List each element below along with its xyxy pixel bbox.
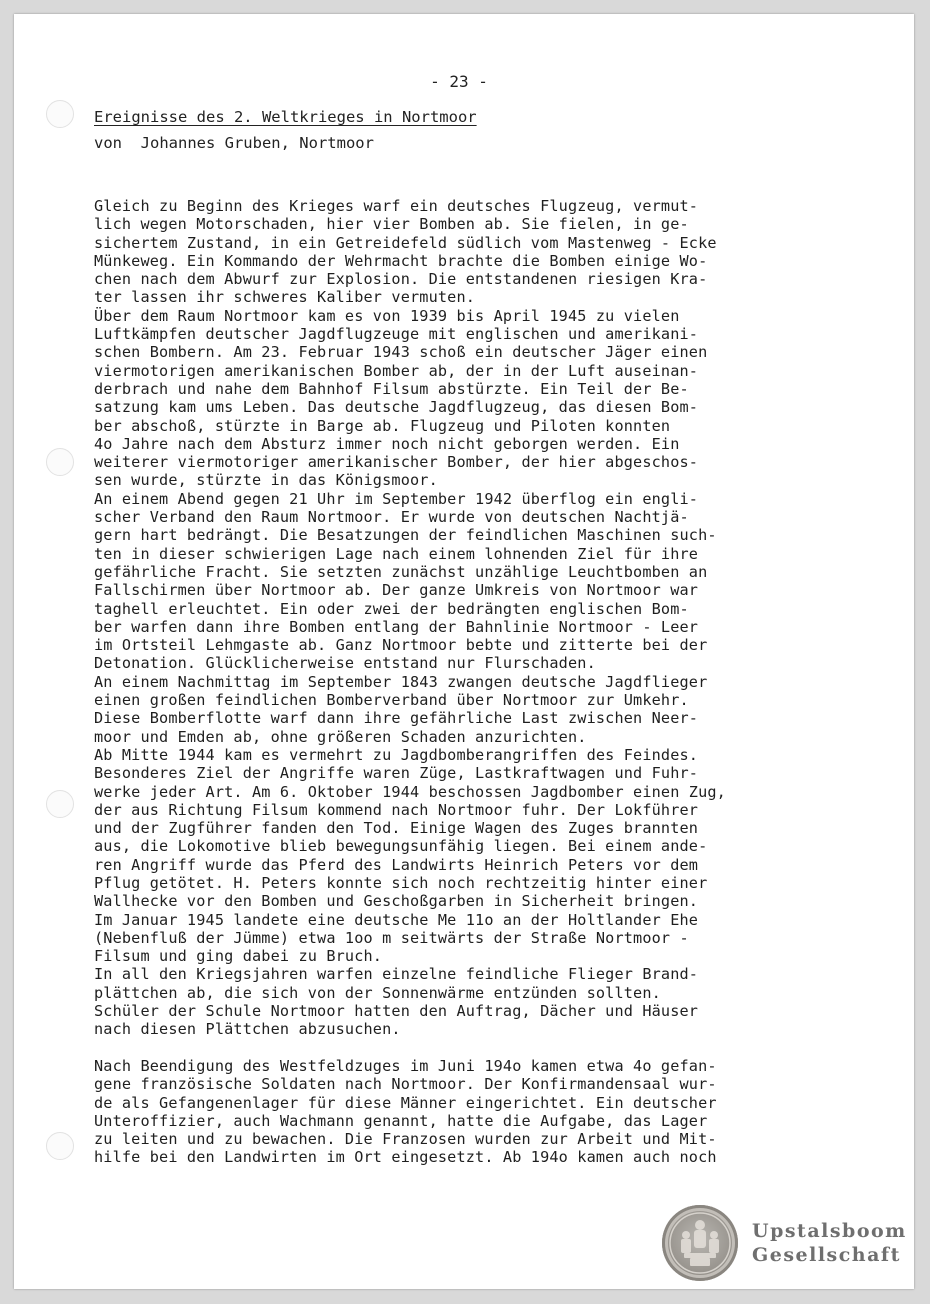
text-line: ter lassen ihr schweres Kaliber vermuten. [94,288,476,307]
society-name-line1: Upstalsboom [752,1220,907,1242]
text-line: Münkeweg. Ein Kommando der Wehrmacht brachte die Bomben einige Wo- [94,251,708,270]
text-line: Pflug getötet. H. Peters konnte sich noch rechtzeitig hinter einer [94,873,708,892]
text-line: im Ortsteil Lehmgaste ab. Ganz Nortmoor bebte und zitterte bei der [94,636,708,655]
text-line: weiterer viermotoriger amerikanischer Bomber, der hier abgeschos- [94,453,699,472]
text-line: nach diesen Plättchen abzusuchen. [94,1020,401,1039]
text-line: In all den Kriegsjahren warfen einzelne feindliche Flieger Brand- [94,965,699,984]
text-line: An einem Nachmittag im September 1843 zwangen deutsche Jagdflieger [94,672,708,691]
society-name-line2: Gesellschaft [752,1244,901,1266]
text-line: viermotorigen amerikanischen Bomber ab, der in der Luft auseinan- [94,361,699,380]
text-line: zu leiten und zu bewachen. Die Franzosen wurden zur Arbeit und Mit- [94,1130,717,1149]
text-line: Ab Mitte 1944 kam es vermehrt zu Jagdbomberangriffen des Feindes. [94,745,699,764]
text-line: Schüler der Schule Nortmoor hatten den Auftrag, Dächer und Häuser [94,1002,699,1021]
punch-hole [46,448,74,476]
paragraph-gap [94,1039,854,1057]
punch-hole [46,790,74,818]
text-line: de als Gefangenenlager für diese Männer eingerichtet. Ein deutscher [94,1093,717,1112]
text-line: chen nach dem Abwurf zur Explosion. Die entstandenen riesigen Kra- [94,270,708,289]
text-line: Besonderes Ziel der Angriffe waren Züge, Lastkraftwagen und Fuhr- [94,764,699,783]
text-line: scher Verband den Raum Nortmoor. Er wurde von deutschen Nachtjä- [94,508,689,527]
text-line: satzung kam ums Leben. Das deutsche Jagdflugzeug, das diesen Bom- [94,398,699,417]
text-line: der aus Richtung Filsum kommend nach Nortmoor fuhr. Der Lokführer [94,800,699,819]
text-line: schen Bombern. Am 23. Februar 1943 schoß ein deutscher Jäger einen [94,343,708,362]
body-text [94,197,854,1167]
society-watermark [752,1219,907,1267]
text-line: Diese Bomberflotte warf dann ihre gefährliche Last zwischen Neer- [94,709,699,728]
text-line: Nach Beendigung des Westfeldzuges im Juni 194o kamen etwa 4o gefan- [94,1056,717,1075]
text-line: Detonation. Glücklicherweise entstand nur Flurschaden. [94,654,596,673]
text-line: ren Angriff wurde das Pferd des Landwirts Heinrich Peters vor dem [94,855,699,874]
text-line: Filsum und ging dabei zu Bruch. [94,947,383,966]
text-line: werke jeder Art. Am 6. Oktober 1944 beschossen Jagdbomber einen Zug, [94,782,726,801]
text-line: Gleich zu Beginn des Krieges warf ein deutsches Flugzeug, vermut- [94,197,699,215]
text-line: sichertem Zustand, in ein Getreidefeld südlich vom Mastenweg - Ecke [94,233,717,252]
text-line: plättchen ab, die sich von der Sonnenwärme entzünden sollten. [94,983,661,1002]
text-line: Über dem Raum Nortmoor kam es von 1939 bis April 1945 zu vielen [94,306,680,325]
punch-hole [46,100,74,128]
text-line: 4o Jahre nach dem Absturz immer noch nicht geborgen werden. Ein [94,434,680,453]
text-line: gene französische Soldaten nach Nortmoor. Der Konfirmandensaal wur- [94,1075,717,1094]
text-line: Im Januar 1945 landete eine deutsche Me 11o an der Holtlander Ehe [94,910,699,929]
text-line: ber abschoß, stürzte in Barge ab. Flugzeug und Piloten konnten [94,416,671,435]
text-line: (Nebenfluß der Jümme) etwa 1oo m seitwärts der Straße Nortmoor - [94,928,689,947]
page-number: - 23 - [430,72,488,91]
text-line: moor und Emden ab, ohne größeren Schaden anzurichten. [94,727,587,746]
text-line: ber warfen dann ihre Bomben entlang der Bahnlinie Nortmoor - Leer [94,617,699,636]
document-title: Ereignisse des 2. Weltkrieges in Nortmoor [94,108,477,126]
society-seal-logo [662,1205,738,1281]
text-line: lich wegen Motorschaden, hier vier Bomben ab. Sie fielen, in ge- [94,215,689,234]
text-line: hilfe bei den Landwirten im Ort eingesetzt. Ab 194o kamen auch noch [94,1148,717,1167]
text-line: sen wurde, stürzte in das Königsmoor. [94,471,438,490]
text-line: gefährliche Fracht. Sie setzten zunächst unzählige Leuchtbomben an [94,562,708,581]
text-line: Luftkämpfen deutscher Jagdflugzeuge mit englischen und amerikani- [94,325,699,344]
text-line: An einem Abend gegen 21 Uhr im September 1942 überflog ein engli- [94,489,699,508]
text-line: gern hart bedrängt. Die Besatzungen der feindlichen Maschinen such- [94,526,717,545]
text-line: taghell erleuchtet. Ein oder zwei der bedrängten englischen Bom- [94,599,689,618]
document-author: von Johannes Gruben, Nortmoor [94,134,374,152]
text-line: und der Zugführer fanden den Tod. Einige Wagen des Zuges brannten [94,819,699,838]
text-line: derbrach und nahe dem Bahnhof Filsum abstürzte. Ein Teil der Be- [94,379,689,398]
text-line: Wallhecke vor den Bomben und Geschoßgarben in Sicherheit bringen. [94,892,699,911]
text-line: einen großen feindlichen Bomberverband über Nortmoor zur Umkehr. [94,691,689,710]
document-page [14,14,914,1289]
text-line: Unteroffizier, auch Wachmann genannt, hatte die Aufgabe, das Lager [94,1111,708,1130]
text-line: ten in dieser schwierigen Lage nach einem lohnenden Ziel für ihre [94,544,699,563]
punch-hole [46,1132,74,1160]
text-line: Fallschirmen über Nortmoor ab. Der ganze Umkreis von Nortmoor war [94,581,699,600]
text-line: aus, die Lokomotive blieb bewegungsunfähig liegen. Bei einem ande- [94,837,708,856]
